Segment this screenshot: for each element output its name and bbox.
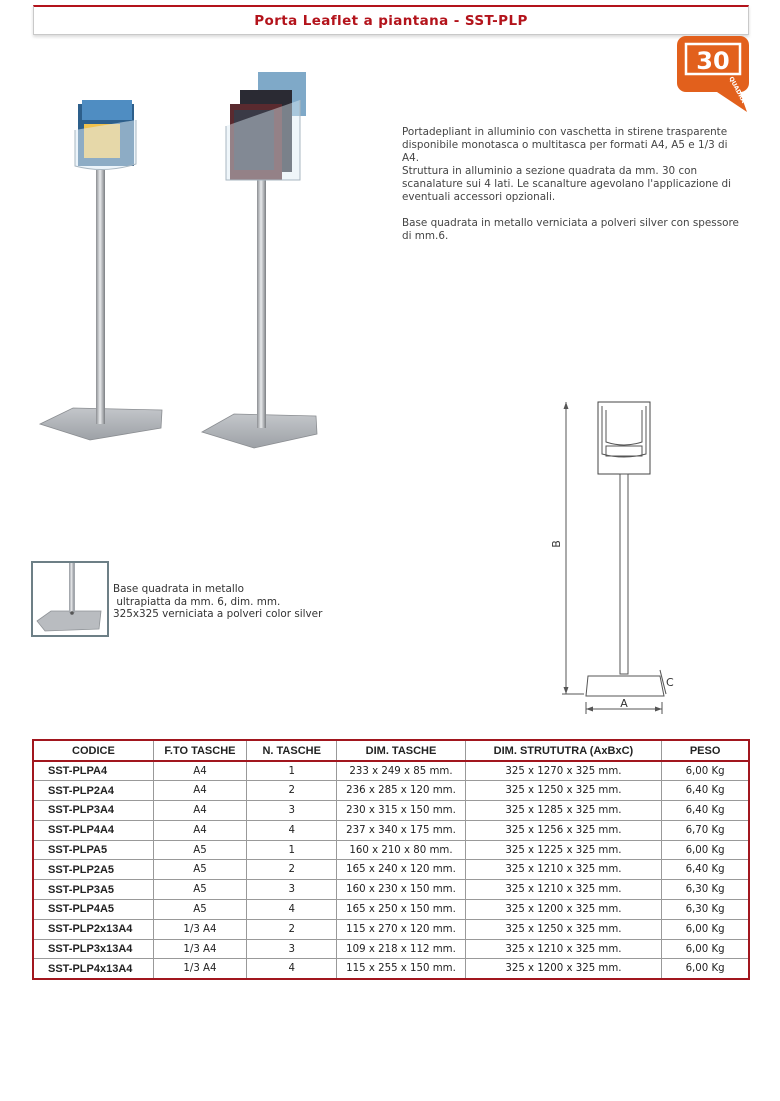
table-cell: 160 x 230 x 150 mm. (337, 880, 465, 900)
table-cell: 1 (247, 761, 337, 781)
table-cell: SST-PLPA5 (33, 840, 153, 860)
table-row (33, 820, 749, 840)
badge-label: QUADRA (727, 75, 747, 105)
table-cell: 2 (247, 860, 337, 880)
table-row (33, 781, 749, 801)
description-paragraph-2: Base quadrata in metallo verniciata a polveri silver con spessore di mm.6. (402, 217, 739, 242)
dimension-b-label: B (550, 540, 563, 548)
table-cell: 3 (247, 880, 337, 900)
table-cell: 6,40 Kg (662, 801, 749, 821)
table-cell: SST-PLP3A4 (33, 801, 153, 821)
table-cell: 6,00 Kg (662, 919, 749, 939)
table-cell: SST-PLP2A5 (33, 860, 153, 880)
table-cell: 109 x 218 x 112 mm. (337, 939, 465, 959)
table-cell: 6,30 Kg (662, 880, 749, 900)
table-cell: 233 x 249 x 85 mm. (337, 761, 465, 781)
column-header: DIM. STRUTUTRA (AxBxC) (465, 740, 662, 761)
table-row (33, 801, 749, 821)
table-cell: 1/3 A4 (153, 939, 246, 959)
table-cell: SST-PLP4x13A4 (33, 959, 153, 979)
column-header: DIM. TASCHE (337, 740, 465, 761)
table-cell: 6,40 Kg (662, 860, 749, 880)
table-cell: SST-PLP4A5 (33, 900, 153, 920)
table-row (33, 860, 749, 880)
table-cell: SST-PLP4A4 (33, 820, 153, 840)
table-header-row (33, 740, 749, 761)
description-paragraph-1: Portadepliant in alluminio con vaschetta in stirene trasparente disponibile monotasca o multitasca per formati A4, A5 e 1/3 di A4. Struttura in alluminio a sezione quadrata da mm. 30 con scanalature sui 4 lati. Le scanalture agevolano l'applicazione di eventuali accessori opzionali. (402, 126, 732, 203)
table-cell: A4 (153, 820, 246, 840)
table-cell: A5 (153, 840, 246, 860)
base-thumbnail (31, 561, 109, 637)
quadra-30-badge (675, 34, 755, 114)
table-row (33, 880, 749, 900)
table-cell: 6,00 Kg (662, 959, 749, 979)
table-row (33, 939, 749, 959)
table-cell: A4 (153, 761, 246, 781)
spec-table (32, 739, 750, 980)
table-cell: SST-PLP3x13A4 (33, 939, 153, 959)
table-cell: 325 x 1256 x 325 mm. (465, 820, 662, 840)
table-cell: 6,70 Kg (662, 820, 749, 840)
table-cell: 165 x 240 x 120 mm. (337, 860, 465, 880)
table-cell: 325 x 1210 x 325 mm. (465, 860, 662, 880)
table-body (33, 761, 749, 979)
table-cell: 1/3 A4 (153, 959, 246, 979)
table-cell: 115 x 255 x 150 mm. (337, 959, 465, 979)
table-cell: 1/3 A4 (153, 919, 246, 939)
table-cell: 165 x 250 x 150 mm. (337, 900, 465, 920)
product-photo (30, 60, 360, 460)
dimension-diagram (548, 396, 688, 716)
table-cell: A5 (153, 900, 246, 920)
table-cell: 6,00 Kg (662, 939, 749, 959)
table-cell: 2 (247, 781, 337, 801)
table-cell: 4 (247, 959, 337, 979)
table-row (33, 840, 749, 860)
column-header: CODICE (33, 740, 153, 761)
table-cell: 325 x 1250 x 325 mm. (465, 919, 662, 939)
table-cell: 1 (247, 840, 337, 860)
table-row (33, 919, 749, 939)
page-title: Porta Leaflet a piantana - SST-PLP (254, 12, 528, 29)
column-header: N. TASCHE (247, 740, 337, 761)
leaflet-holder-single (75, 100, 136, 170)
table-cell: 6,40 Kg (662, 781, 749, 801)
table-row (33, 959, 749, 979)
table-cell: SST-PLPA4 (33, 761, 153, 781)
table-cell: A5 (153, 860, 246, 880)
table-cell: 325 x 1250 x 325 mm. (465, 781, 662, 801)
title-bar (33, 5, 749, 35)
table-cell: 160 x 210 x 80 mm. (337, 840, 465, 860)
table-cell: 3 (247, 939, 337, 959)
table-row (33, 761, 749, 781)
table-cell: 325 x 1270 x 325 mm. (465, 761, 662, 781)
table-cell: 325 x 1210 x 325 mm. (465, 880, 662, 900)
table-cell: 2 (247, 919, 337, 939)
table-cell: A4 (153, 801, 246, 821)
column-header: PESO (662, 740, 749, 761)
table-cell: 325 x 1200 x 325 mm. (465, 900, 662, 920)
product-description (402, 126, 752, 243)
table-cell: 325 x 1225 x 325 mm. (465, 840, 662, 860)
table-cell: 4 (247, 820, 337, 840)
table-cell: A5 (153, 880, 246, 900)
table-cell: SST-PLP2x13A4 (33, 919, 153, 939)
table-cell: 325 x 1210 x 325 mm. (465, 939, 662, 959)
dimension-a-label: A (620, 697, 628, 710)
badge-number: 30 (696, 47, 730, 75)
table-cell: 230 x 315 x 150 mm. (337, 801, 465, 821)
base-image (33, 563, 107, 635)
table-cell: SST-PLP2A4 (33, 781, 153, 801)
table-cell: A4 (153, 781, 246, 801)
table-cell: 6,00 Kg (662, 761, 749, 781)
leaflet-holder-multi (226, 72, 306, 180)
base-caption: Base quadrata in metallo ultrapiatta da mm. 6, dim. mm. 325x325 verniciata a polveri color silver (113, 583, 323, 621)
table-cell: 237 x 340 x 175 mm. (337, 820, 465, 840)
table-cell: 6,30 Kg (662, 900, 749, 920)
table-row (33, 900, 749, 920)
table-cell: 115 x 270 x 120 mm. (337, 919, 465, 939)
table-cell: SST-PLP3A5 (33, 880, 153, 900)
table-cell: 325 x 1200 x 325 mm. (465, 959, 662, 979)
paragraph-spacer (402, 204, 752, 217)
table-cell: 3 (247, 801, 337, 821)
table-cell: 325 x 1285 x 325 mm. (465, 801, 662, 821)
table-cell: 6,00 Kg (662, 840, 749, 860)
column-header: F.TO TASCHE (153, 740, 246, 761)
table-cell: 4 (247, 900, 337, 920)
table-cell: 236 x 285 x 120 mm. (337, 781, 465, 801)
dimension-c-label: C (666, 676, 674, 689)
